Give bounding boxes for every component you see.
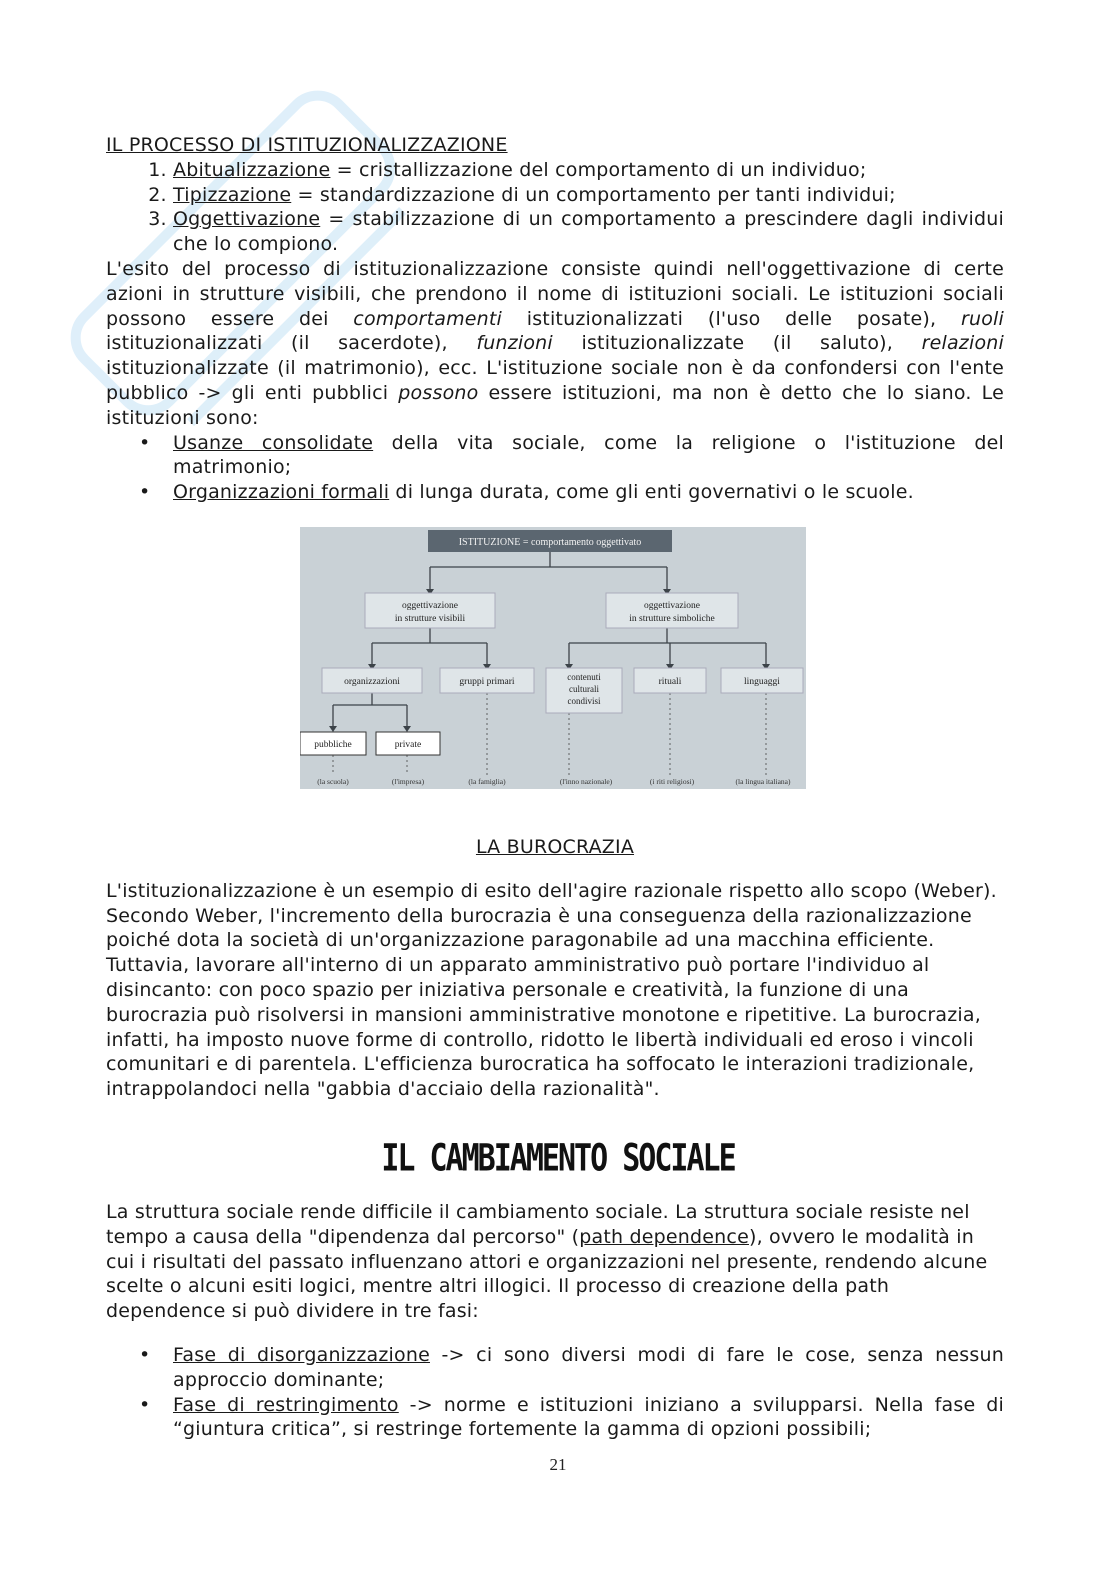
steps-list (106, 158, 1004, 257)
paragraph-cambiamento: La struttura sociale rende difficile il cambiamento sociale. La struttura sociale resiste nel tempo a causa della "dipendenza dal percorso" (path dependence), ovvero le modalità in cui i risultati del passato influenzano attori e organizzazioni nel presente, rendendo alcune scelte o alcuni esiti logici, mentre altri illogici. Il processo di creazione della path dependence si può dividere in tre fasi: (106, 1201, 988, 1323)
fasi-list (106, 1343, 1004, 1442)
diagram-example: (i riti religiosi) (649, 777, 695, 786)
list-item: • Organizzazioni formali di lunga durata, come gli enti governativi o le scuole. (173, 480, 1004, 505)
diagram-label-visibili-2: in strutture visibili (394, 614, 466, 624)
diagram-example: (la scuola) (317, 777, 349, 786)
paragraph-burocrazia: L'istituzionalizzazione è un esempio di esito dell'agire razionale rispetto allo scopo (Weber). Secondo Weber, l'incremento della burocrazia è una conseguenza della razionalizzazione poiché dota la società di un'organizzazione paragonabile ad una macchina efficiente. Tuttavia, lavorare all'interno di un apparato amministrativo può portare l'individuo al disincanto: con poco spazio per iniziativa personale e creatività, la funzione di una burocrazia può risolversi in mansioni amministrative monotone e ripetitive. La burocrazia, infatti, ha imposto nuove forme di controllo, ridotto le libertà individuali ed eroso i vincoli comunitari e di parentela. L'efficienza burocratica ha soffocato le interazioni tradizionale, intrappolandoci nella "gabbia d'acciaio della razionalità". (106, 879, 997, 1101)
section-istituzionalizzazione (106, 133, 1004, 505)
diagram-label-linguaggi: linguaggi (744, 677, 780, 687)
page-number: 21 (549, 1455, 567, 1474)
list-item (173, 183, 1004, 208)
istituzione-diagram (300, 527, 806, 789)
list-item (173, 158, 1004, 183)
section-title-burocrazia: LA BUROCRAZIA (475, 836, 635, 858)
heading-cambiamento-sociale: IL CAMBIAMENTO SOCIALE (381, 1136, 735, 1181)
diagram-label-rituali: rituali (658, 677, 682, 687)
diagram-label-organizzazioni: organizzazioni (344, 677, 400, 687)
diagram-label-visibili-1: oggettivazione (402, 601, 458, 611)
section-title-istituzionalizzazione: IL PROCESSO DI ISTITUZIONALIZZAZIONE (106, 134, 508, 156)
diagram-example: (l'impresa) (391, 777, 425, 786)
list-item: • Fase di disorganizzazione -> ci sono diversi modi di fare le cose, senza nessun approccio dominante; (173, 1343, 1004, 1393)
diagram-label-contenuti-2: culturali (569, 684, 599, 694)
diagram-example: (l'inno nazionale) (559, 777, 613, 786)
istituzioni-list (106, 431, 1004, 505)
diagram-label-private: private (394, 740, 422, 750)
paragraph-istituzioni: L'esito del processo di istituzionalizzazione consiste quindi nell'oggettivazione di certe azioni in strutture visibili, che prendono il nome di istituzioni sociali. Le istituzioni sociali possono essere dei comportamenti istituzionalizzati (l'uso delle posate), ruoli istituzionalizzati (il sacerdote), funzioni istituzionalizzate (il saluto), relazioni istituzionalizzate (il matrimonio), ecc. L'istituzione sociale non è da confondersi con l'ente pubblico -> gli enti pubblici possono essere istituzioni, ma non è detto che lo siano. Le istituzioni sono: (106, 257, 1004, 429)
diagram-label-contenuti-1: contenuti (567, 672, 601, 682)
list-item: • Usanze consolidate della vita sociale, come la religione o l'istituzione del matrimonio; (173, 431, 1004, 481)
diagram-label-simboliche-2: in strutture simboliche (629, 614, 715, 624)
diagram-label-gruppi: gruppi primari (459, 677, 515, 687)
diagram-root-label: ISTITUZIONE = comportamento oggettivato (458, 537, 642, 548)
step-text: = cristallizzazione del comportamento di un individuo; (330, 158, 867, 181)
step-term: Abitualizzazione (173, 158, 331, 181)
diagram-example: (la lingua italiana) (735, 777, 791, 786)
list-item: • Fase di restringimento -> norme e istituzioni iniziano a svilupparsi. Nella fase di “giuntura critica”, si restringe fortemente la gamma di opzioni possibili; (173, 1393, 1004, 1443)
step-term: Oggettivazione (173, 208, 321, 231)
step-text: = standardizzazione di un comportamento per tanti individui; (291, 183, 896, 206)
diagram-label-contenuti-3: condivisi (567, 696, 601, 706)
list-item (173, 207, 1004, 257)
diagram-example: (la famiglia) (468, 777, 506, 786)
diagram-label-simboliche-1: oggettivazione (644, 601, 700, 611)
section-burocrazia (106, 835, 1004, 1121)
section-cambiamento (106, 1181, 1004, 1442)
diagram-label-pubbliche: pubbliche (314, 740, 352, 750)
step-term: Tipizzazione (173, 183, 292, 206)
step-text: = stabilizzazione di un comportamento a prescindere dagli individui che lo compiono. (173, 208, 1004, 256)
